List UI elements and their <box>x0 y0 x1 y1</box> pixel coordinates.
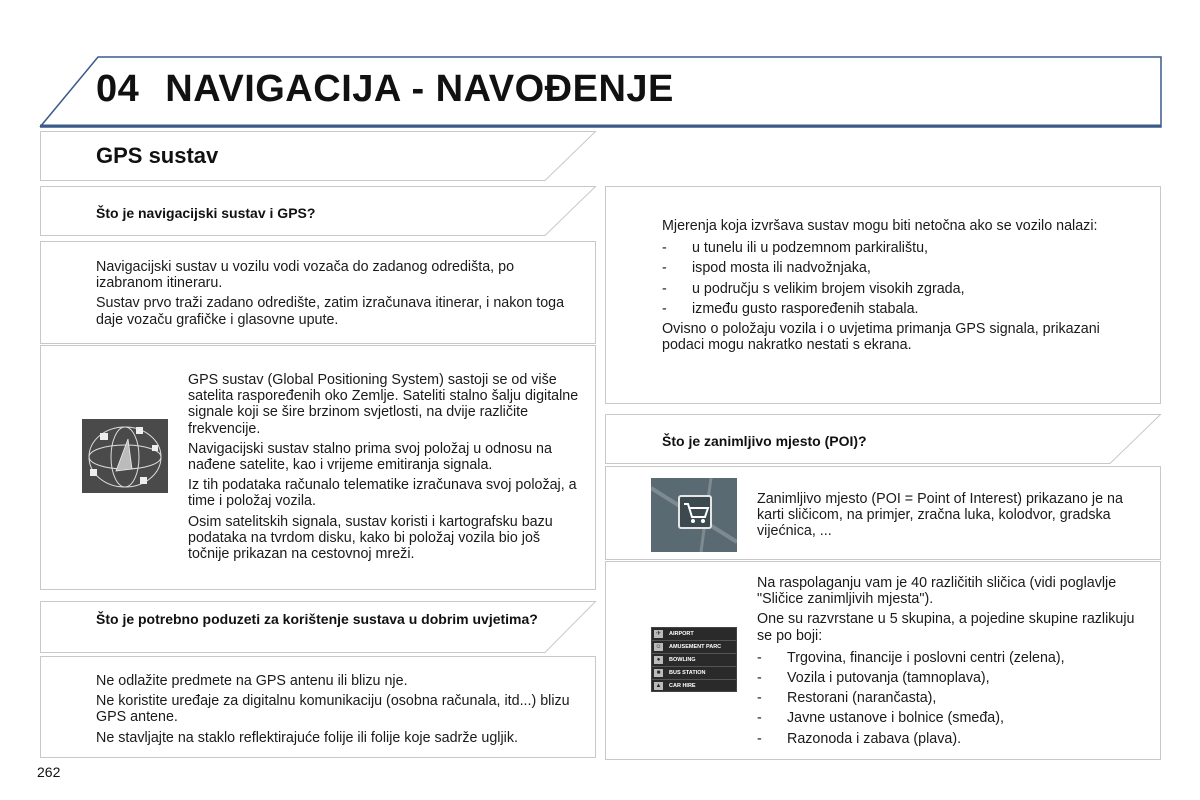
gps-paragraph: GPS sustav (Global Positioning System) sastoji se od više satelita raspoređenih oko Zemlje. Sateliti stalno šalju digitalne signale koji se šire brzinom svjetlosti, na dvije različite frekvencije. <box>188 372 579 437</box>
list-item: - Restorani (narančasta), <box>757 690 937 707</box>
list-item: ✈ AIRPORT <box>652 628 736 641</box>
poi-groups-list <box>757 650 1137 747</box>
question-heading-conditions: Što je potrebno poduzeti za korištenje sustava u dobrim uvjetima? <box>96 611 538 627</box>
list-item: - Razonoda i zabava (plava). <box>757 730 962 747</box>
globe-satellites-icon <box>82 419 168 493</box>
measurement-list <box>662 240 1102 317</box>
list-item: ▲ CAR HIRE <box>655 683 696 689</box>
question-box-conditions <box>40 601 596 653</box>
list-item: ● BOWLING <box>652 654 736 667</box>
list-item: ☺ AMUSEMENT PARC <box>652 641 736 654</box>
list-item: ■ BUS STATION <box>652 667 736 680</box>
poi-text: Zanimljivo mjesto (POI = Point of Interest) prikazano je na karti sličicom, na primjer, zračna luka, kolodvor, gradska vijećnica, ... <box>757 491 1123 540</box>
car-hire-icon: ▲ <box>655 683 662 689</box>
groups-paragraph: Na raspolaganju vam je 40 različitih sličica (vidi poglavlje "Sličice zanimljivih mjesta"). <box>757 575 1117 608</box>
list-item: - Trgovina, financije i poslovni centri (zelena), <box>757 649 1065 666</box>
tip-paragraph: Ne odlažite predmete na GPS antenu ili blizu nje. <box>96 673 408 689</box>
shopping-cart-icon <box>651 478 737 552</box>
page-number: 262 <box>37 764 61 780</box>
list-item: - između gusto raspoređenih stabala. <box>662 300 919 317</box>
intro-text <box>96 259 572 332</box>
chapter-title: NAVIGACIJA - NAVOĐENJE <box>165 68 674 110</box>
gps-text <box>188 372 580 566</box>
tip-paragraph: Ne stavljajte na staklo reflektirajuće folije ili folije koje sadrže ugljik. <box>96 729 518 746</box>
amusement-park-icon: ☺ <box>655 644 662 650</box>
measurement-outro: Ovisno o položaju vozila i o uvjetima primanja GPS signala, prikazani podaci mogu nakratko nestati s ekrana. <box>662 321 1100 354</box>
gps-paragraph: Navigacijski sustav stalno prima svoj položaj u odnosu na nađene satelite, kao i vrijeme emitiranja signala. <box>188 440 552 474</box>
intro-paragraph: Sustav prvo traži zadano odredište, zatim izračunava itinerar, i nakon toga daje vozaču grafičke i glasovne upute. <box>96 295 565 328</box>
chapter-number: 04 <box>96 68 140 110</box>
measurement-text <box>662 218 1102 357</box>
bus-station-icon: ■ <box>654 669 663 677</box>
bowling-icon: ● <box>654 656 663 664</box>
gps-paragraph: Osim satelitskih signala, sustav koristi i kartografsku bazu podataka na tvrdom disku, kako bi položaj vozila bio još točnije prikazan na cestovnoj mreži. <box>188 513 553 563</box>
poi-category-list <box>651 627 737 692</box>
intro-paragraph: Navigacijski sustav u vozilu vodi vozača do zadanog odredišta, po izabranom itineraru. <box>96 259 515 292</box>
list-item: - u području s velikim brojem visokih zgrada, <box>662 280 965 297</box>
list-item: - ispod mosta ili nadvožnjaka, <box>662 260 871 277</box>
list-item: - Javne ustanove i bolnice (smeđa), <box>757 710 1004 727</box>
groups-paragraph: One su razvrstane u 5 skupina, a pojedine skupine razlikuju se po boji: <box>757 611 1135 644</box>
tips-text <box>96 673 576 750</box>
list-item: - u tunelu ili u podzemnom parkiralištu, <box>662 240 929 257</box>
list-item: - Vozila i putovanja (tamnoplava), <box>757 670 990 687</box>
poi-map-illustration <box>651 478 737 552</box>
page-title <box>96 68 674 111</box>
question-heading-navigation: Što je navigacijski sustav i GPS? <box>96 205 316 221</box>
airport-icon: ✈ <box>655 631 662 637</box>
question-heading-poi: Što je zanimljivo mjesto (POI)? <box>662 433 867 449</box>
tip-paragraph: Ne koristite uređaje za digitalnu komunikaciju (osobna računala, itd...) blizu GPS antene. <box>96 693 570 726</box>
gps-paragraph: Iz tih podataka računalo telematike izračunava svoj položaj, a time i položaj vozila. <box>188 477 577 510</box>
measurement-intro: Mjerenja koja izvršava sustav mogu biti netočna ako se vozilo nalazi: <box>662 218 1098 234</box>
gps-satellite-illustration <box>82 419 168 493</box>
section-title: GPS sustav <box>96 143 219 168</box>
poi-groups-text <box>757 575 1137 751</box>
